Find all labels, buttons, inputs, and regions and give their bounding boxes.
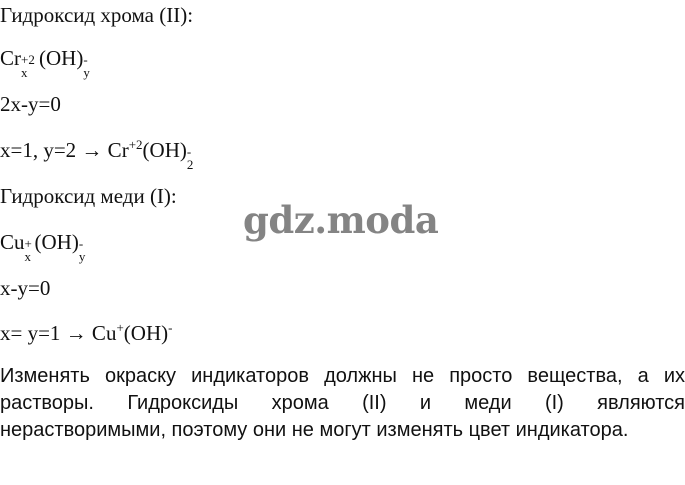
formula-text: Cr xyxy=(0,46,21,70)
formula-general-chromium: Cr x +2 (OH) y - xyxy=(0,46,90,80)
formula-text: (OH) xyxy=(39,46,84,70)
superscript: - xyxy=(168,319,173,335)
formula-text: x= y=1 → Cu xyxy=(0,321,117,345)
explanation-paragraph xyxy=(0,363,685,444)
formula-general-copper: Cu x + (OH) y - xyxy=(0,230,86,264)
solution-chromium: x=1, $y=2 \to Cr^{+2}(OH)$ 2 - xyxy=(0,136,194,172)
paragraph-line: Изменять окраску индикаторов должны не просто вещества, а их xyxy=(0,365,685,387)
equation-copper: x-y=0 xyxy=(0,276,51,300)
superscript: + xyxy=(116,319,124,335)
heading-copper-hydroxide: Гидроксид меди (I): xyxy=(0,184,177,208)
paragraph-line: нерастворимыми, поэтому они не могут изменять цвет индикатора. xyxy=(0,419,629,441)
formula-text: x=1, y=2 → Cr xyxy=(0,138,129,162)
formula-text: Cu xyxy=(0,230,25,254)
superscript: +2 xyxy=(128,136,143,152)
formula-text: (OH) xyxy=(123,321,169,345)
solution-copper xyxy=(0,321,172,345)
heading-chromium-hydroxide: Гидроксид хрома (II): xyxy=(0,3,194,27)
paragraph-line: растворы. Гидроксиды хрома (II) и меди (I) являются xyxy=(0,392,685,414)
formula-text: (OH) xyxy=(142,138,187,162)
equation-chromium: 2x-y=0 xyxy=(0,92,61,116)
formula-text: (OH) xyxy=(34,230,79,254)
watermark-logo: gdz.moda xyxy=(243,198,439,242)
